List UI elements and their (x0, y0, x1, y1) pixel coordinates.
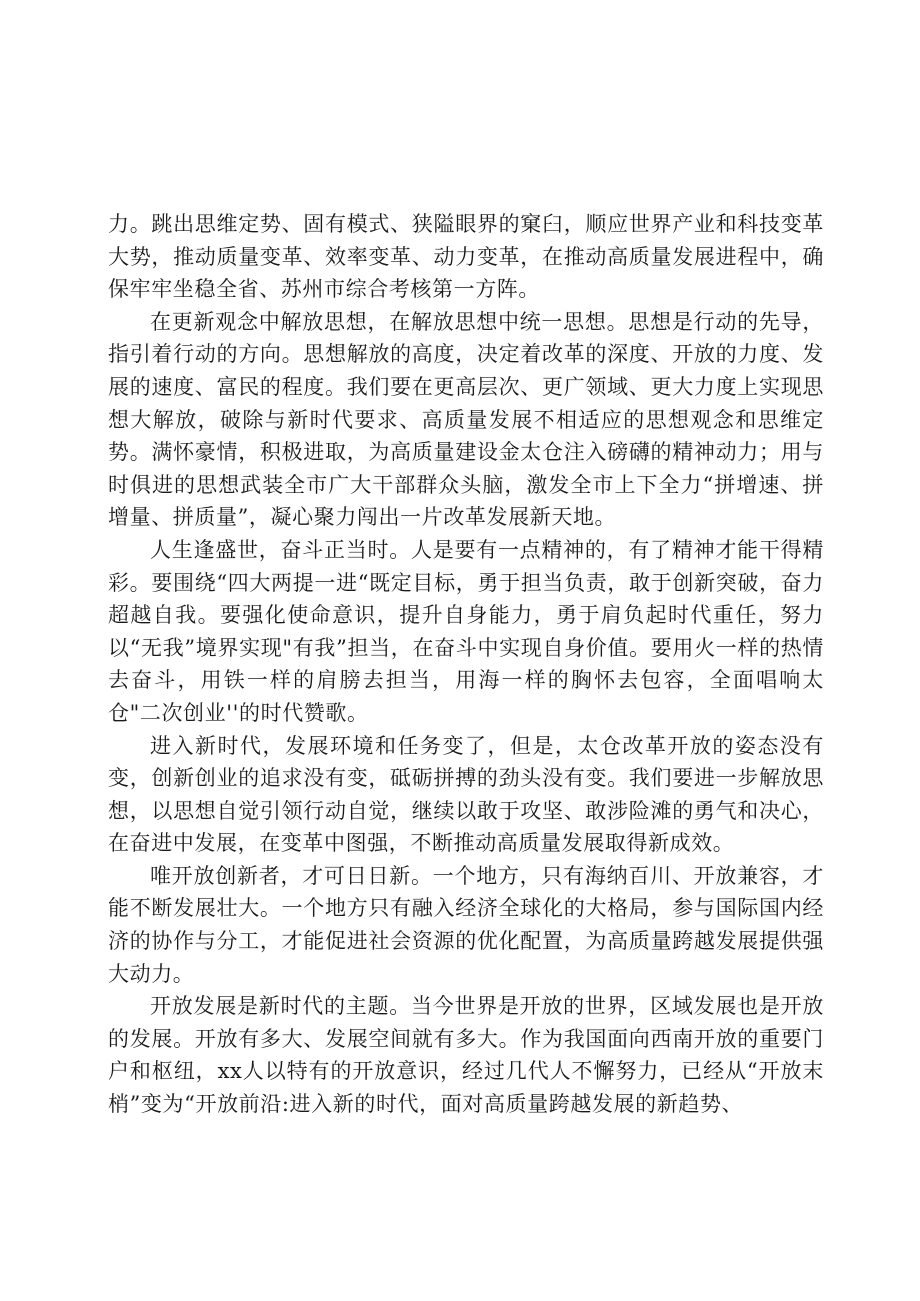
document-body (108, 208, 824, 1121)
paragraph-1: 力。跳出思维定势、固有模式、狭隘眼界的窠臼，顺应世界产业和科技变革大势，推动质量变革、效率变革、动力变革，在推动高质量发展进程中，确保牢牢坐稳全省、苏州市综合考核第一方阵。 (108, 212, 824, 302)
paragraph-5: 唯开放创新者，才可日日新。一个地方，只有海纳百川、开放兼容，才能不断发展壮大。一个地方只有融入经济全球化的大格局，参与国际国内经济的协作与分工，才能促进社会资源的优化配置，为高质量跨越发展提供强大动力。 (108, 863, 824, 986)
paragraph-4: 进入新时代，发展环境和任务变了，但是，太仓改革开放的姿态没有变，创新创业的追求没有变，砥砺拼搏的劲头没有变。我们要进一步解放思想，以思想自觉引领行动自觉，继续以敢于攻坚、敢涉险滩的勇气和决心，在奋进中发展，在变革中图强，不断推动高质量发展取得新成效。 (108, 733, 824, 856)
paragraph-2: 在更新观念中解放思想，在解放思想中统一思想。思想是行动的先导，指引着行动的方向。思想解放的高度，决定着改革的深度、开放的力度、发展的速度、富民的程度。我们要在更高层次、更广领域、更大力度上实现思想大解放，破除与新时代要求、高质量发展不相适应的思想观念和思维定势。满怀豪情，积极进取，为高质量建设金太仓注入磅礴的精神动力；用与时俱进的思想武装全市广大干部群众头脑，激发全市上下全力“拼增速、拼增量、拼质量”，凝心聚力闯出一片改革发展新天地。 (108, 309, 824, 530)
paragraph-3: 人生逢盛世，奋斗正当时。人是要有一点精神的，有了精神才能干得精彩。要围绕“四大两提一进“既定目标，勇于担当负责，敢于创新突破，奋力超越自我。要强化使命意识，提升自身能力，勇于肩负起时代重任，努力以“无我”境界实现"有我”担当，在奋斗中实现自身价值。要用火一样的热情去奋斗，用铁一样的肩膀去担当，用海一样的胸怀去包容，全面唱响太仓"二次创业''的时代赞歌。 (108, 537, 824, 725)
paragraph-6: 开放发展是新时代的主题。当今世界是开放的世界，区域发展也是开放的发展。开放有多大、发展空间就有多大。作为我国面向西南开放的重要门户和枢纽，xx人以特有的开放意识，经过几代人不懈努力，已经从“开放末梢”变为“开放前沿:进入新的时代，面对高质量跨越发展的新趋势、 (108, 994, 824, 1117)
